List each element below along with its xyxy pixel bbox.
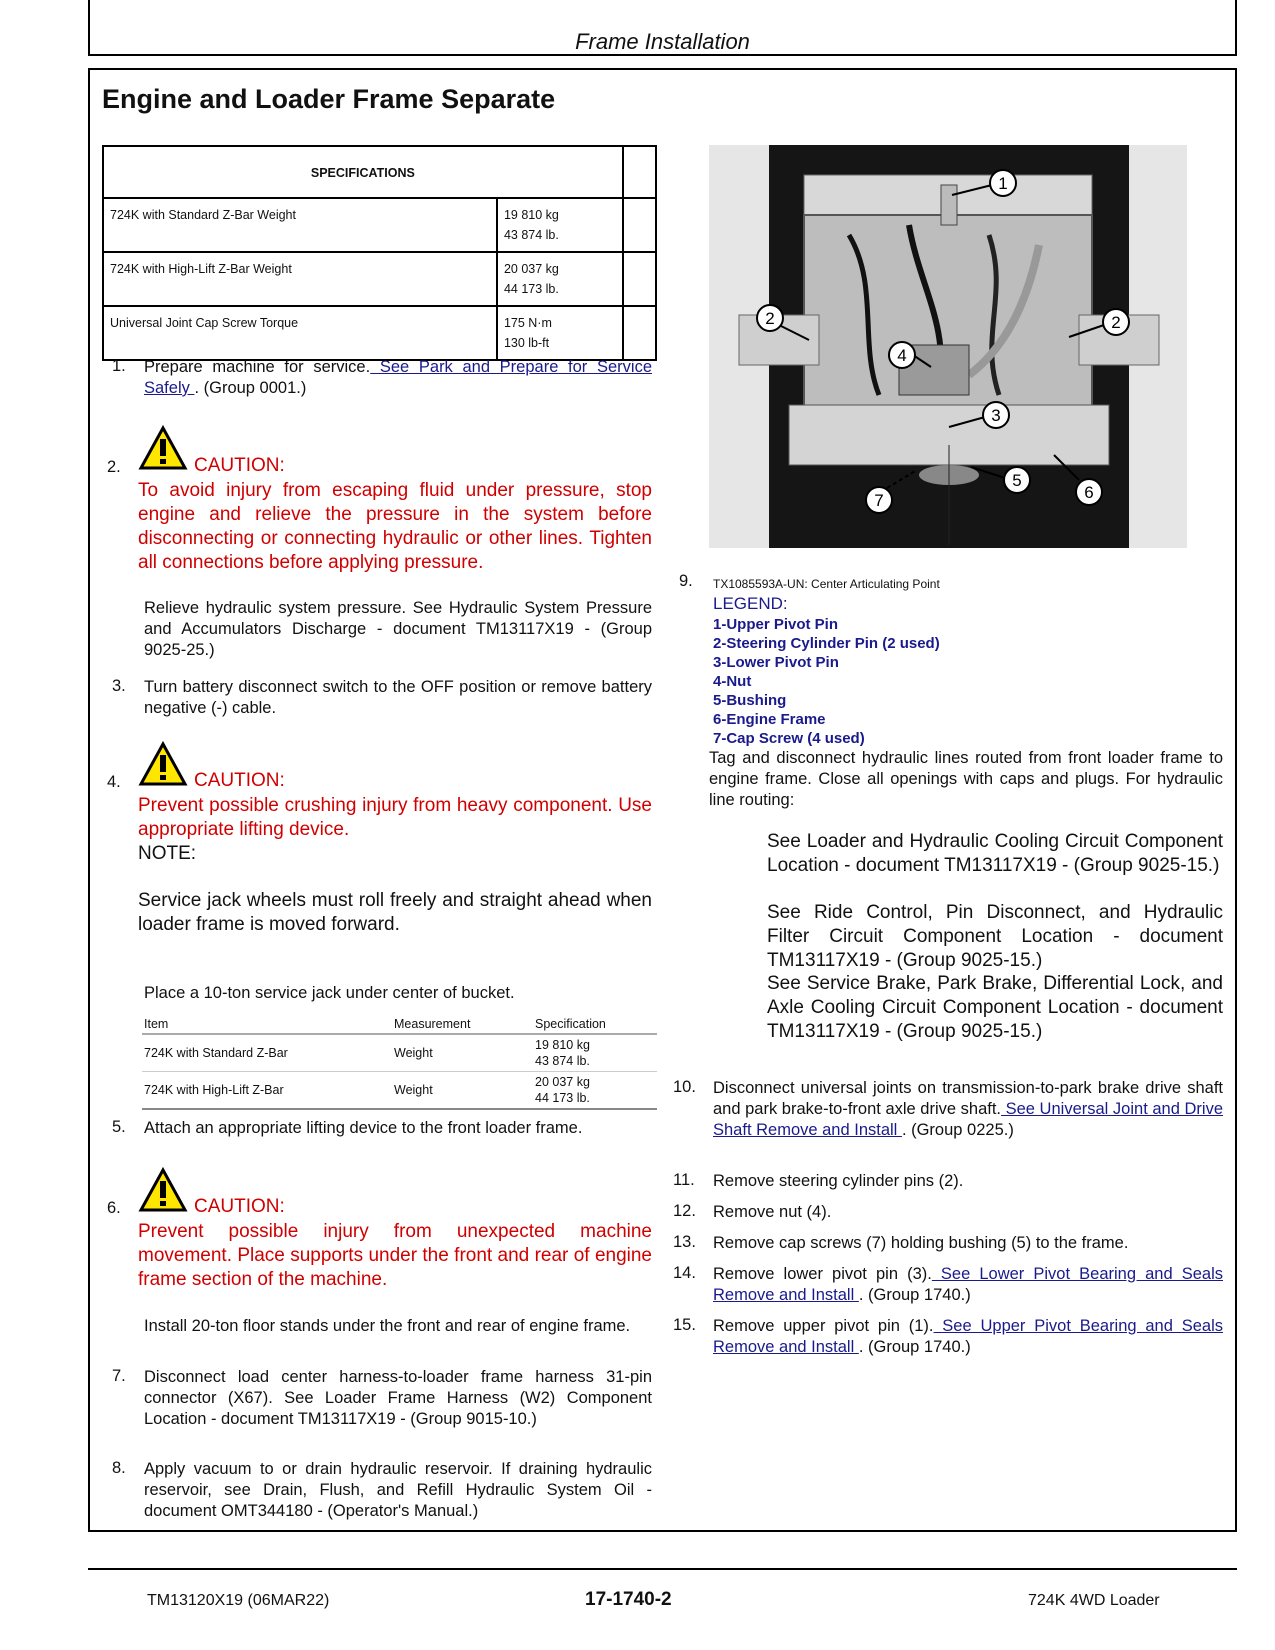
reference-item: See Loader and Hydraulic Cooling Circuit Component Location - document TM13117X19 - (Group 9025-15.) bbox=[767, 831, 1223, 876]
caution-text: To avoid injury from escaping fluid under pressure, stop engine and relieve the pressure in the system before disconnecting or connecting hydraulic or other lines. Tighten all connections before applying pressure. bbox=[138, 480, 652, 573]
legend-title: LEGEND: bbox=[713, 594, 788, 613]
step-1: Prepare machine for service. See Park and Prepare for Service Safely . (Group 0001.) bbox=[144, 358, 652, 397]
reference-item: See Ride Control, Pin Disconnect, and Hydraulic Filter Circuit Component Location - document TM13117X19 - (Group 9025-15.) bbox=[767, 902, 1223, 971]
callout-label: 3 bbox=[991, 406, 1001, 425]
legend-item: 1-Upper Pivot Pin bbox=[713, 616, 839, 633]
callout-label: 2 bbox=[765, 309, 775, 328]
table-row: Universal Joint Cap Screw Torque 175 N·m 130 lb-ft bbox=[103, 306, 656, 360]
articulation-figure bbox=[709, 145, 1187, 548]
step-14: Remove lower pivot pin (3). See Lower Pivot Bearing and Seals Remove and Install . (Group 1740.) bbox=[713, 1265, 1223, 1304]
step-number: 9. bbox=[679, 572, 693, 590]
callout-label: 7 bbox=[874, 491, 884, 510]
step-number: 3. bbox=[112, 677, 126, 695]
step-number: 15. bbox=[673, 1316, 696, 1334]
upper-pivot-link[interactable]: See Upper Pivot Bearing and Seals Remove and Install bbox=[713, 1317, 1223, 1356]
step-8: Apply vacuum to or drain hydraulic reservoir. If draining hydraulic reservoir, see Drain, Flush, and Refill Hydraulic System Oil - document OMT344180 - (Operator's Manual.) bbox=[144, 1460, 652, 1520]
spec-heading: SPECIFICATIONS bbox=[103, 146, 623, 198]
legend-item: 4-Nut bbox=[713, 673, 752, 690]
step-number: 1. bbox=[112, 357, 126, 375]
footer-doc-id: TM13120X19 (06MAR22) bbox=[147, 1592, 330, 1609]
caution-label: CAUTION: bbox=[194, 455, 285, 476]
lower-pivot-link[interactable]: See Lower Pivot Bearing and Seals Remove and Install bbox=[713, 1265, 1223, 1304]
callout-label: 5 bbox=[1012, 471, 1022, 490]
warning-icon bbox=[138, 1167, 188, 1213]
caution-label: CAUTION: bbox=[194, 1196, 285, 1217]
step-11: Remove steering cylinder pins (2). bbox=[713, 1172, 964, 1190]
step-2-text: Relieve hydraulic system pressure. See Hydraulic System Pressure and Accumulators Discharge - document TM13117X19 - (Group 9025-25.) bbox=[144, 599, 652, 659]
park-prepare-link[interactable]: See Park and Prepare for Service Safely bbox=[144, 358, 652, 397]
step-9-text: Tag and disconnect hydraulic lines routed from front loader frame to engine frame. Close all openings with caps and plugs. For hydraulic line routing: bbox=[709, 749, 1223, 809]
callout-label: 1 bbox=[998, 174, 1008, 193]
footer-model: 724K 4WD Loader bbox=[1028, 1592, 1160, 1609]
step-number: 7. bbox=[112, 1367, 126, 1385]
specifications-table bbox=[102, 145, 657, 361]
table-row: 724K with Standard Z-Bar Weight 19 810 kg 43 874 lb. bbox=[103, 198, 656, 252]
step-3: Turn battery disconnect switch to the OFF position or remove battery negative (-) cable. bbox=[144, 678, 652, 717]
callout-label: 2 bbox=[1111, 313, 1121, 332]
step-7: Disconnect load center harness-to-loader frame harness 31-pin connector (X67). See Loader Frame Harness (W2) Component Location - document TM13117X19 - (Group 9015-10.) bbox=[144, 1368, 652, 1428]
step-number: 6. bbox=[107, 1199, 121, 1217]
step-5: Attach an appropriate lifting device to the front loader frame. bbox=[144, 1119, 583, 1137]
footer-divider bbox=[88, 1568, 1237, 1570]
step-15: Remove upper pivot pin (1). See Upper Pivot Bearing and Seals Remove and Install . (Group 1740.) bbox=[713, 1317, 1223, 1356]
caution-text: Prevent possible crushing injury from heavy component. Use appropriate lifting device. bbox=[138, 795, 652, 840]
step-number: 13. bbox=[673, 1233, 696, 1251]
caution-text: Prevent possible injury from unexpected machine movement. Place supports under the front and rear of engine frame section of the machine. bbox=[138, 1221, 652, 1290]
section-header: Frame Installation bbox=[575, 29, 750, 54]
legend-item: 2-Steering Cylinder Pin (2 used) bbox=[713, 635, 940, 652]
note-text: Service jack wheels must roll freely and straight ahead when loader frame is moved forward. bbox=[138, 890, 652, 935]
note-label: NOTE: bbox=[138, 843, 197, 864]
step-number: 10. bbox=[673, 1078, 696, 1096]
table-row: 724K with Standard Z-Bar Weight 19 810 kg 43 874 lb. bbox=[142, 1034, 657, 1072]
step-4-text: Place a 10-ton service jack under center of bucket. bbox=[144, 984, 515, 1002]
step-13: Remove cap screws (7) holding bushing (5) to the frame. bbox=[713, 1234, 1129, 1252]
warning-icon bbox=[138, 425, 188, 471]
step-number: 12. bbox=[673, 1202, 696, 1220]
legend-item: 7-Cap Screw (4 used) bbox=[713, 730, 865, 747]
caution-label: CAUTION: bbox=[194, 770, 285, 791]
measurement-table: Item Measurement Specification 724K with Standard Z-Bar Weight 19 810 kg 43 874 lb. 724K with High-Lift Z-Bar Weight 20 037 kg 44 173 lb. bbox=[142, 1013, 657, 1110]
warning-icon bbox=[138, 741, 188, 787]
figure-caption: TX1085593A-UN: Center Articulating Point bbox=[713, 577, 940, 591]
page-number: 17-1740-2 bbox=[585, 1589, 672, 1610]
legend-item: 6-Engine Frame bbox=[713, 711, 826, 728]
step-number: 11. bbox=[673, 1171, 695, 1189]
callout-label: 4 bbox=[897, 346, 907, 365]
legend-item: 3-Lower Pivot Pin bbox=[713, 654, 839, 671]
step-number: 14. bbox=[673, 1264, 696, 1282]
legend-item: 5-Bushing bbox=[713, 692, 787, 709]
step-10: Disconnect universal joints on transmission-to-park brake drive shaft and park brake-to-front axle drive shaft. See Universal Joint and Drive Shaft Remove and Install . (Group 0225.) bbox=[713, 1079, 1223, 1139]
step-number: 8. bbox=[112, 1459, 126, 1477]
step-number: 5. bbox=[112, 1118, 126, 1136]
table-row: 724K with High-Lift Z-Bar Weight 20 037 kg 44 173 lb. bbox=[103, 252, 656, 306]
table-row: 724K with High-Lift Z-Bar Weight 20 037 kg 44 173 lb. bbox=[142, 1072, 657, 1110]
page-title: Engine and Loader Frame Separate bbox=[102, 84, 556, 114]
step-12: Remove nut (4). bbox=[713, 1203, 832, 1221]
step-6-text: Install 20-ton floor stands under the front and rear of engine frame. bbox=[144, 1317, 631, 1335]
step-number: 4. bbox=[107, 773, 121, 791]
universal-joint-link[interactable]: See Universal Joint and Drive Shaft Remove and Install bbox=[713, 1100, 1223, 1139]
step-number: 2. bbox=[107, 458, 121, 476]
reference-item: See Service Brake, Park Brake, Differential Lock, and Axle Cooling Circuit Component Location - document TM13117X19 - (Group 9025-15.) bbox=[767, 973, 1223, 1042]
callout-label: 6 bbox=[1084, 483, 1094, 502]
